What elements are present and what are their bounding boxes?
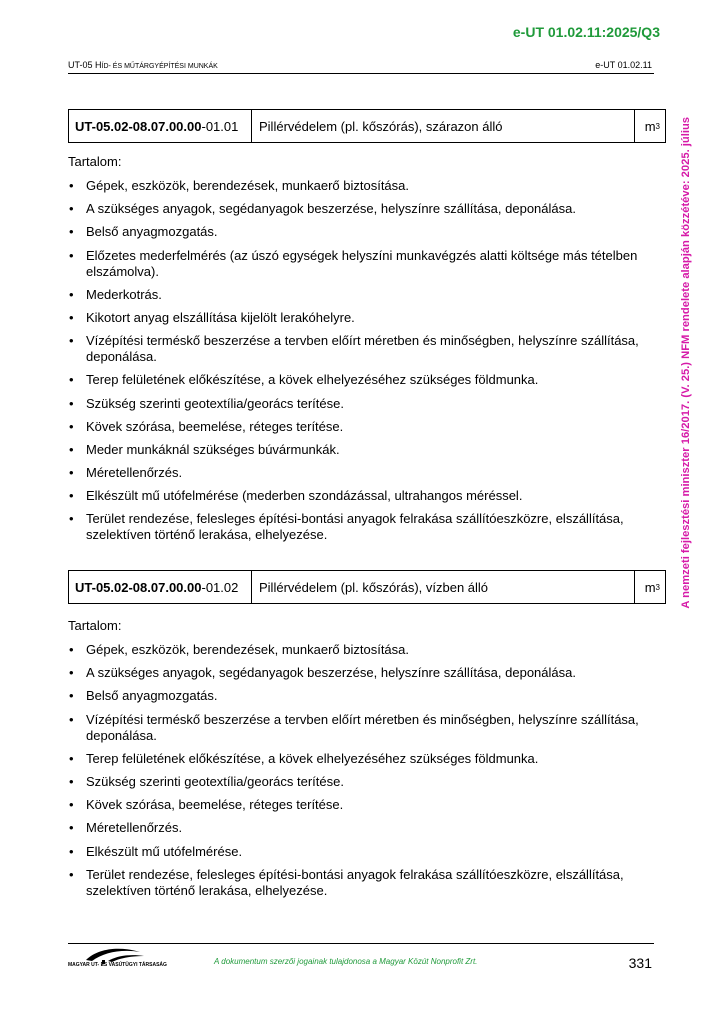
list-item: • A szükséges anyagok, segédanyagok beszerzése, helyszínre szállítása, deponálása.	[68, 665, 658, 681]
item-title: Pillérvédelem (pl. kőszórás), vízben álló	[252, 571, 635, 603]
organization-logo-icon	[68, 946, 168, 970]
footer-divider	[68, 943, 654, 944]
logo-text: MAGYAR UT- ÉS VASÚTÜGYI TÁRSASÁG	[68, 962, 167, 968]
list-item: • Terület rendezése, felesleges építési-bontási anyagok felrakása szállítóeszközre, elszállítása, szelektíven történő lerakása, elhelyezése.	[68, 511, 658, 543]
publication-note-text: A nemzeti fejlesztési miniszter 16/2017. (V. 25.) NFM rendelete alapján közzétéve: 2025. július	[680, 117, 692, 609]
item-code-cell	[69, 571, 252, 603]
running-header-title	[68, 60, 218, 70]
unit-superscript: 3	[655, 121, 660, 131]
running-header-prefix: UT-05 H	[68, 60, 102, 70]
item-code-bold: UT-05.02-08.07.00.00	[75, 579, 202, 595]
list-item: • Terep felületének előkészítése, a kövek elhelyezéséhez szükséges földmunka.	[68, 751, 658, 767]
document-code: e-UT 01.02.11:2025/Q3	[512, 24, 660, 40]
item-code-bold: UT-05.02-08.07.00.00	[75, 118, 202, 134]
list-item: • Gépek, eszközök, berendezések, munkaerő biztosítása.	[68, 178, 658, 194]
running-header-smallcaps: ÍD- ÉS MŰTÁRGYÉPÍTÉSI MUNKÁK	[101, 63, 218, 70]
list-item: • Vízépítési terméskő beszerzése a tervben előírt méretben és minőségben, helyszínre szállítása, deponálása.	[68, 333, 658, 365]
list-item: • Vízépítési terméskő beszerzése a tervben előírt méretben és minőségben, helyszínre szállítása, deponálása.	[68, 712, 658, 744]
list-item: • Belső anyagmozgatás.	[68, 224, 658, 240]
item-unit	[635, 110, 665, 142]
list-item: • Kövek szórása, beemelése, réteges terítése.	[68, 419, 658, 435]
list-item: • Kövek szórása, beemelése, réteges terítése.	[68, 797, 658, 813]
content-list-1	[68, 178, 658, 551]
item-table-1	[68, 109, 666, 143]
list-item: • Mederkotrás.	[68, 287, 658, 303]
list-item: • Elkészült mű utófelmérése.	[68, 844, 658, 860]
copyright-note: A dokumentum szerzői jogainak tulajdonosa a Magyar Közút Nonprofit Zrt.	[214, 957, 478, 966]
list-item: • Terep felületének előkészítése, a kövek elhelyezéséhez szükséges földmunka.	[68, 372, 658, 388]
item-code-suffix: -01.01	[201, 118, 239, 134]
list-item: • Méretellenőrzés.	[68, 465, 658, 481]
unit-base: m	[644, 579, 656, 595]
unit-base: m	[644, 118, 656, 134]
list-item: • Meder munkáknál szükséges búvármunkák.	[68, 442, 658, 458]
item-unit	[635, 571, 665, 603]
item-code-cell	[69, 110, 252, 142]
list-item: • Gépek, eszközök, berendezések, munkaerő biztosítása.	[68, 642, 658, 658]
header-divider	[68, 73, 654, 74]
list-item: • Elkészült mű utófelmérése (mederben szondázással, ultrahangos méréssel.	[68, 488, 658, 504]
list-item: • Belső anyagmozgatás.	[68, 688, 658, 704]
list-item: • Méretellenőrzés.	[68, 820, 658, 836]
list-item: • Kikotort anyag elszállítása kijelölt lerakóhelyre.	[68, 310, 658, 326]
unit-superscript: 3	[655, 582, 660, 592]
list-item: • A szükséges anyagok, segédanyagok beszerzése, helyszínre szállítása, deponálása.	[68, 201, 658, 217]
content-label: Tartalom:	[68, 618, 122, 633]
list-item: • Szükség szerinti geotextília/georács terítése.	[68, 774, 658, 790]
item-code-suffix: -01.02	[201, 579, 239, 595]
item-title: Pillérvédelem (pl. kőszórás), szárazon álló	[252, 110, 635, 142]
publication-note	[676, 96, 696, 630]
list-item: • Terület rendezése, felesleges építési-bontási anyagok felrakása szállítóeszközre, elszállítása, szelektíven történő lerakása, elhelyezése.	[68, 867, 658, 899]
list-item: • Szükség szerinti geotextília/georács terítése.	[68, 396, 658, 412]
page-number: 331	[628, 955, 652, 971]
item-table-2	[68, 570, 666, 604]
content-label: Tartalom:	[68, 154, 122, 169]
content-list-2	[68, 642, 658, 906]
list-item: • Előzetes mederfelmérés (az úszó egységek helyszíni munkavégzés alatti költsége más tételben elszámolva).	[68, 248, 658, 280]
running-header-code: e-UT 01.02.11	[595, 60, 652, 70]
